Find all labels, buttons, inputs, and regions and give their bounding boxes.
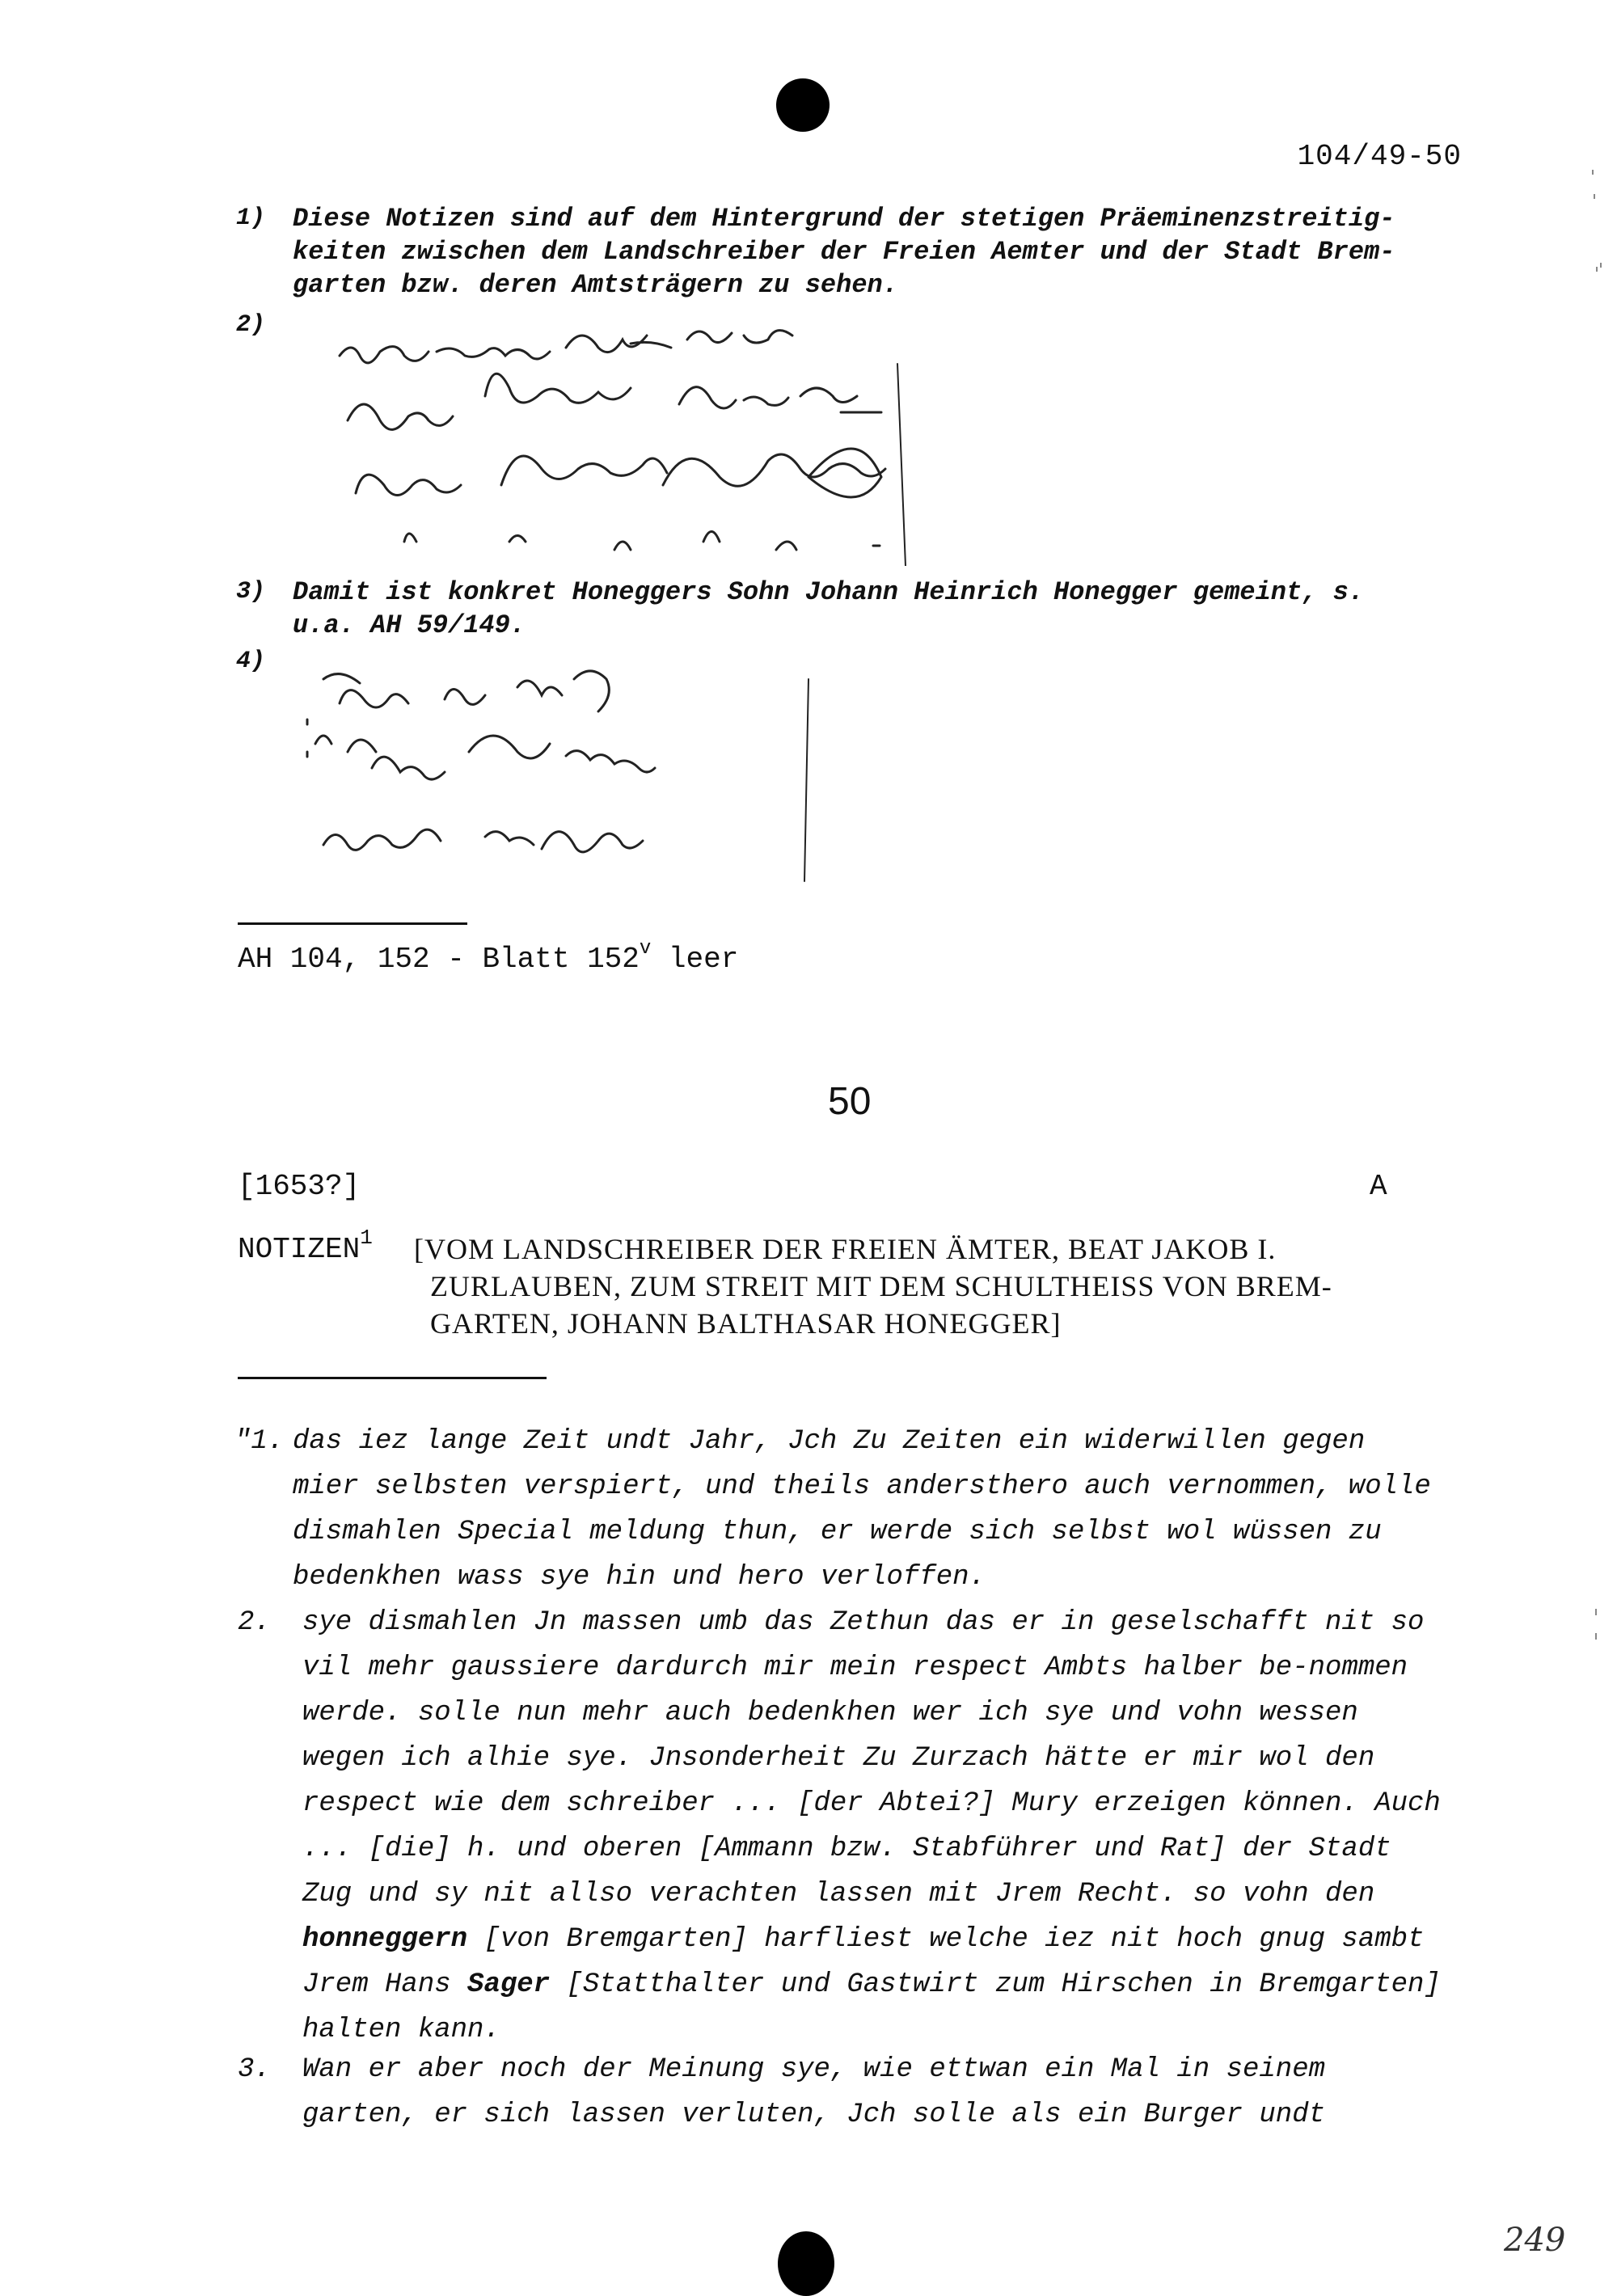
- paragraph-number: "1.: [234, 1426, 285, 1457]
- footnote-text: Diese Notizen sind auf dem Hintergrund der stetigen Präeminenzstreitig- keiten zwischen dem Landschreiber der Freien Aemter und der Stadt Brem- garten bzw. deren Amtsträgern zu sehen.: [293, 204, 1395, 300]
- document-date: [1653?]: [238, 1170, 361, 1203]
- footnote-number: 1): [236, 205, 266, 232]
- footnote-number: 3): [236, 578, 266, 606]
- handwriting-scan-2: [291, 655, 857, 889]
- document-number: 50: [828, 1080, 872, 1123]
- page-corner-mark: 249: [1504, 2222, 1566, 2259]
- paragraph-text: Wan er aber noch der Meinung sye, wie ettwan ein Mal in seinem garten, er sich lassen verluten, Jch solle als ein Burger undt: [302, 2054, 1326, 2130]
- footnote-number: 2): [236, 311, 266, 339]
- document-letter: A: [1370, 1170, 1387, 1203]
- page-reference: 104/49-50: [1297, 140, 1462, 173]
- punch-hole: [778, 2231, 834, 2296]
- footnote-separator: [238, 922, 467, 925]
- handwriting-scan-1: [323, 307, 1067, 566]
- paragraph-text: das iez lange Zeit undt Jahr, Jch Zu Zeiten ein widerwillen gegen mier selbsten verspiert, und theils andersthero auch vernommen, wolle dismahlen Special meldung thun, er werde sich selbst wol wüssen zu bedenkhen wass sye hin und hero verloffen.: [293, 1426, 1431, 1593]
- paragraph-number: 2.: [238, 1607, 271, 1638]
- scan-edge-marks: [1577, 162, 1609, 1779]
- folio-note: AH 104, 152 - Blatt 152$^v$ leer: [238, 938, 739, 976]
- footnote-number: 4): [236, 648, 266, 675]
- name-honneggern: honneggern: [302, 1924, 468, 1955]
- title-separator: [238, 1377, 547, 1379]
- paragraph-text: sye dismahlen Jn massen umb das Zethun das er in geselschafft nit so vil mehr gaussiere dardurch mir mein respect Ambts halber be-nommen werde. solle nun mehr auch bedenkhen wer ich sye und vohn wessen wegen ich alhie sye. Jnsonderheit Zu Zurzach hätte er mir wol den respect wie dem schreiber ... [der Abtei?] Mury erzeigen können. Auch ... [die] h. und oberen [Ammann bzw. Stabführer und Rat] der Stadt Zug und sy nit allso verachten lassen mit Jrem Recht. so vohn den honneggern [von Bremgarten] harfliest welche iez nit hoch gnug sambt Jrem Hans Sager [Statthalter und Gastwirt zum Hirschen in Bremgarten] halten kann.: [302, 1607, 1441, 2045]
- document-title: [VOM LANDSCHREIBER DER FREIEN ÄMTER, BEAT JAKOB I. ZURLAUBEN, ZUM STREIT MIT DEM SCHULTHEISS VON BREM- GARTEN, JOHANN BALTHASAR HONEGGER]: [414, 1233, 1332, 1340]
- name-sager: Sager: [467, 1969, 551, 2000]
- footnote-text: Damit ist konkret Honeggers Sohn Johann Heinrich Honegger gemeint, s. u.a. AH 59/149.: [293, 577, 1365, 640]
- document-title-label: NOTIZEN$^1$: [238, 1226, 373, 1266]
- paragraph-number: 3.: [238, 2054, 271, 2085]
- punch-hole: [776, 78, 830, 132]
